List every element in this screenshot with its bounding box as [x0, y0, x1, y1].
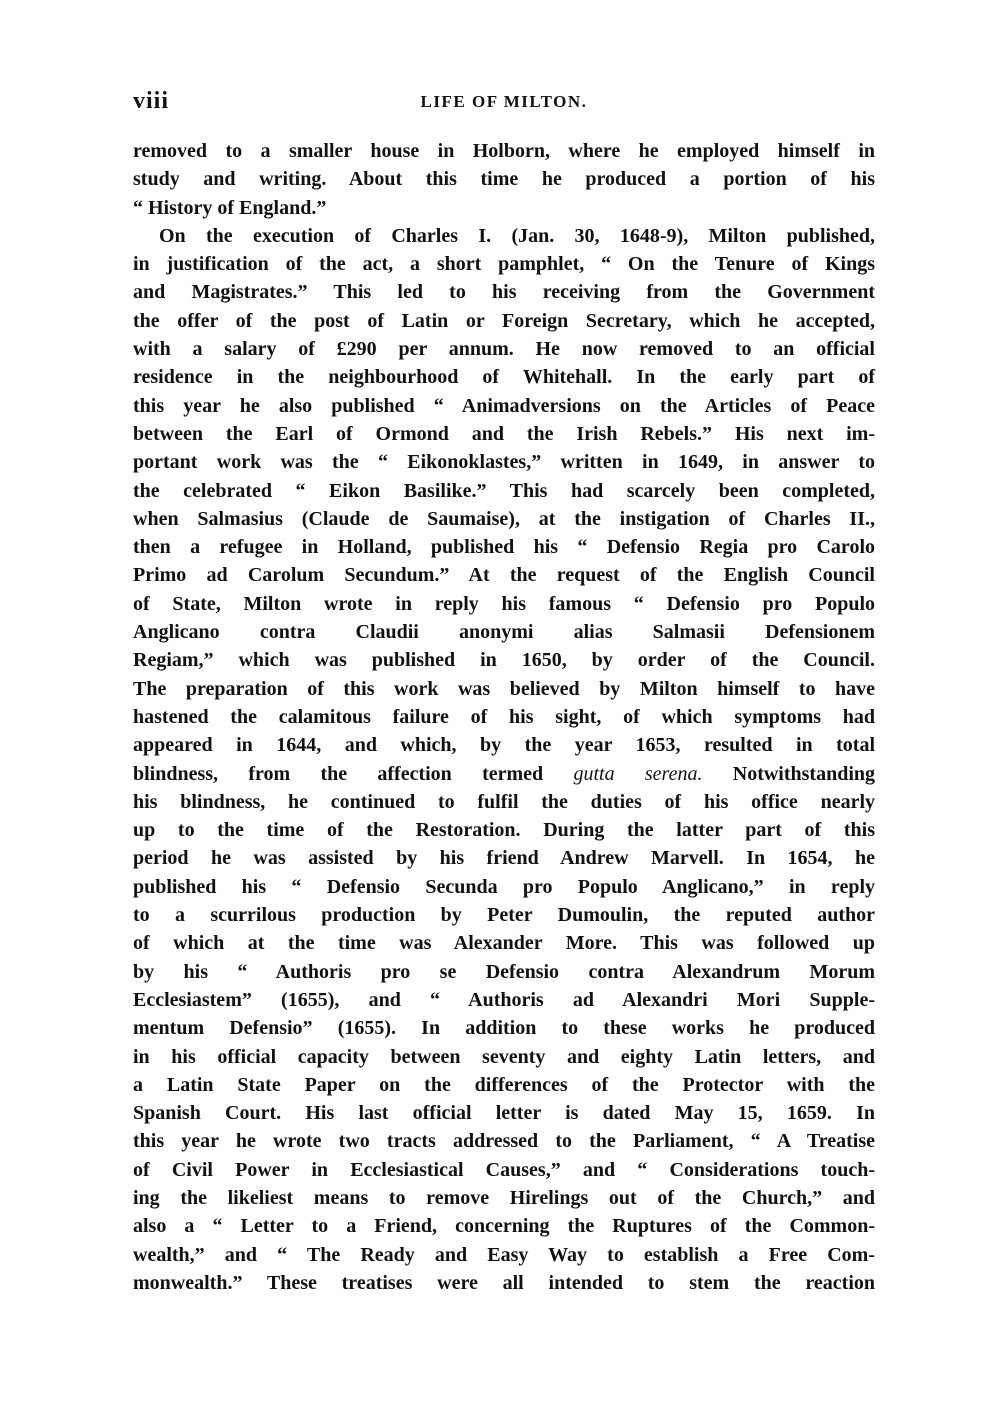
text-line: this year he wrote two tracts addressed to the Parliament, “ A Treatise	[133, 1130, 875, 1153]
page-number: viii	[133, 88, 170, 114]
text-line: published his “ Defensio Secunda pro Populo Anglicano,” in reply	[133, 875, 875, 898]
text-line: Primo ad Carolum Secundum.” At the request of the English Council	[133, 564, 875, 587]
text-line: period he was assisted by his friend Andrew Marvell. In 1654, he	[133, 847, 875, 870]
text-line: by his “ Authoris pro se Defensio contra Alexandrum Morum	[133, 960, 875, 983]
text-line: mentum Defensio” (1655). In addition to these works he produced	[133, 1017, 875, 1040]
italic-term: gutta serena.	[573, 762, 703, 785]
text-line: of Civil Power in Ecclesiastical Causes,” and “ Considerations touch-	[133, 1158, 875, 1181]
body-text	[133, 137, 875, 1297]
text-line: to a scurrilous production by Peter Dumoulin, the reputed author	[133, 904, 875, 927]
paragraph-start-line: On the execution of Charles I. (Jan. 30, 1648-9), Milton published,	[159, 224, 875, 247]
text-segment: Notwithstanding	[732, 762, 876, 785]
text-line: monwealth.” These treatises were all intended to stem the reaction	[133, 1271, 875, 1294]
text-line: then a refugee in Holland, published his “ Defensio Regia pro Carolo	[133, 536, 875, 559]
text-line: in justification of the act, a short pamphlet, “ On the Tenure of Kings	[133, 253, 875, 276]
text-line: Regiam,” which was published in 1650, by order of the Council.	[133, 649, 875, 672]
text-segment: blindness, from the affection termed	[133, 762, 544, 785]
text-line: of State, Milton wrote in reply his famous “ Defensio pro Populo	[133, 592, 875, 615]
text-line: and Magistrates.” This led to his receiving from the Government	[133, 281, 875, 304]
text-line: up to the time of the Restoration. During the latter part of this	[133, 819, 875, 842]
text-line: the celebrated “ Eikon Basilike.” This had scarcely been completed,	[133, 479, 875, 502]
text-line: also a “ Letter to a Friend, concerning the Ruptures of the Common-	[133, 1215, 875, 1238]
running-title: LIFE OF MILTON.	[420, 92, 588, 111]
text-line: appeared in 1644, and which, by the year 1653, resulted in total	[133, 734, 875, 757]
text-line: wealth,” and “ The Ready and Easy Way to establish a Free Com-	[133, 1243, 875, 1266]
text-line: when Salmasius (Claude de Saumaise), at the instigation of Charles II.,	[133, 507, 875, 530]
text-line: portant work was the “ Eikonoklastes,” written in 1649, in answer to	[133, 451, 875, 474]
text-line: of which at the time was Alexander More. This was followed up	[133, 932, 875, 955]
text-line: residence in the neighbourhood of Whitehall. In the early part of	[133, 366, 875, 389]
text-line: his blindness, he continued to fulfil the duties of his office nearly	[133, 790, 875, 813]
text-line: this year he also published “ Animadversions on the Articles of Peace	[133, 394, 875, 417]
text-line-with-italic	[133, 760, 875, 788]
text-line: Anglicano contra Claudii anonymi alias Salmasii Defensionem	[133, 621, 875, 644]
text-line: in his official capacity between seventy and eighty Latin letters, and	[133, 1045, 875, 1068]
text-line: a Latin State Paper on the differences of the Protector with the	[133, 1073, 875, 1096]
text-line: removed to a smaller house in Holborn, where he employed himself in	[133, 140, 875, 162]
text-line: hastened the calamitous failure of his sight, of which symptoms had	[133, 705, 875, 728]
running-header	[133, 88, 875, 118]
text-line: “ History of England.”	[133, 196, 327, 219]
text-line: study and writing. About this time he produced a portion of his	[133, 168, 875, 191]
text-line: Spanish Court. His last official letter is dated May 15, 1659. In	[133, 1102, 875, 1125]
text-line: Ecclesiastem” (1655), and “ Authoris ad Alexandri Mori Supple-	[133, 988, 875, 1011]
text-line: The preparation of this work was believed by Milton himself to have	[133, 677, 875, 700]
text-line: ing the likeliest means to remove Hirelings out of the Church,” and	[133, 1186, 875, 1209]
text-line: the offer of the post of Latin or Foreign Secretary, which he accepted,	[133, 309, 875, 332]
text-line: between the Earl of Ormond and the Irish Rebels.” His next im-	[133, 422, 875, 445]
text-line: with a salary of £290 per annum. He now removed to an official	[133, 338, 875, 361]
